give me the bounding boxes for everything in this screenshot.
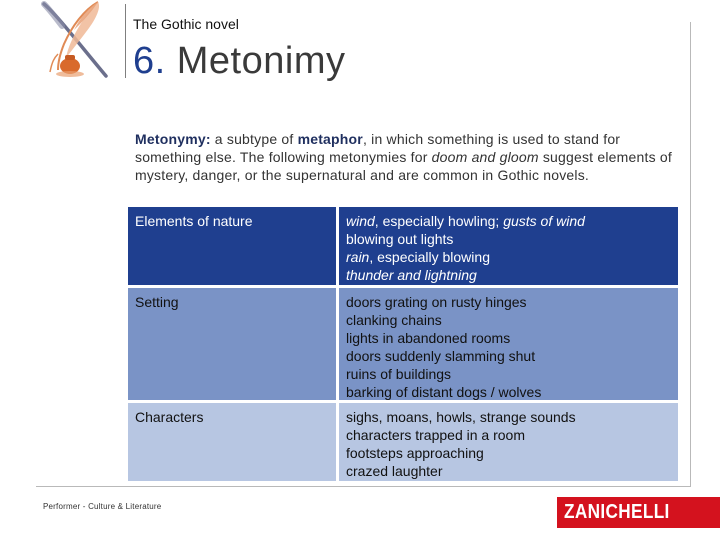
list-item: ruins of buildings xyxy=(346,366,452,382)
intro-text-b: , in which something is used to stand for something else. The following metonymies for xyxy=(135,131,621,165)
item-text: wind xyxy=(346,213,375,229)
list-item xyxy=(346,212,671,230)
header-divider xyxy=(125,4,126,78)
item-text: gusts of wind xyxy=(503,213,585,229)
list-item: crazed laughter xyxy=(346,463,443,479)
right-rule xyxy=(690,22,691,487)
intro-paragraph xyxy=(135,130,685,184)
slide-number: 6. xyxy=(133,40,166,82)
items-cell xyxy=(339,207,678,285)
category-cell: Characters xyxy=(128,403,336,481)
intro-text-c: suggest elements of mystery, danger, or the supernatural and are common in Gothic novels. xyxy=(135,149,672,183)
intro-term: Metonymy: xyxy=(135,131,211,147)
items-cell xyxy=(339,403,678,481)
list-item xyxy=(346,248,671,266)
list-item: clanking chains xyxy=(346,312,442,328)
footer-text: Performer - Culture & Literature xyxy=(43,502,162,511)
list-item: doors grating on rusty hinges xyxy=(346,294,527,310)
list-item: barking of distant dogs / wolves xyxy=(346,384,542,400)
list-item: doors suddenly slamming shut xyxy=(346,348,536,364)
category-cell: Elements of nature xyxy=(128,207,336,285)
category-cell: Setting xyxy=(128,288,336,400)
metonymy-table xyxy=(128,207,678,481)
slide-title-text: Metonimy xyxy=(176,40,346,82)
intro-doom-gloom: doom and gloom xyxy=(431,149,539,165)
intro-text-a: a subtype of xyxy=(210,131,298,147)
list-item: lights in abandoned rooms xyxy=(346,330,511,346)
item-text: , especially blowing xyxy=(369,249,490,265)
table-row xyxy=(128,403,678,481)
bottom-rule xyxy=(36,486,691,487)
zanichelli-logo xyxy=(557,497,720,528)
item-text: , especially howling; xyxy=(374,213,504,229)
course-title: The Gothic novel xyxy=(133,16,239,32)
intro-metaphor: metaphor xyxy=(297,131,363,147)
list-item: thunder and lightning xyxy=(346,267,477,283)
quill-inkwell-logo-icon xyxy=(36,0,114,82)
list-item: characters trapped in a room xyxy=(346,427,525,443)
items-cell xyxy=(339,288,678,400)
table-row xyxy=(128,288,678,400)
list-item: footsteps approaching xyxy=(346,445,484,461)
list-item: blowing out lights xyxy=(346,231,454,247)
list-item: sighs, moans, howls, strange sounds xyxy=(346,409,576,425)
slide-title xyxy=(133,40,345,83)
brand-name: ZANICHELLI xyxy=(564,501,670,523)
table-row xyxy=(128,207,678,285)
item-text: rain xyxy=(346,249,370,265)
